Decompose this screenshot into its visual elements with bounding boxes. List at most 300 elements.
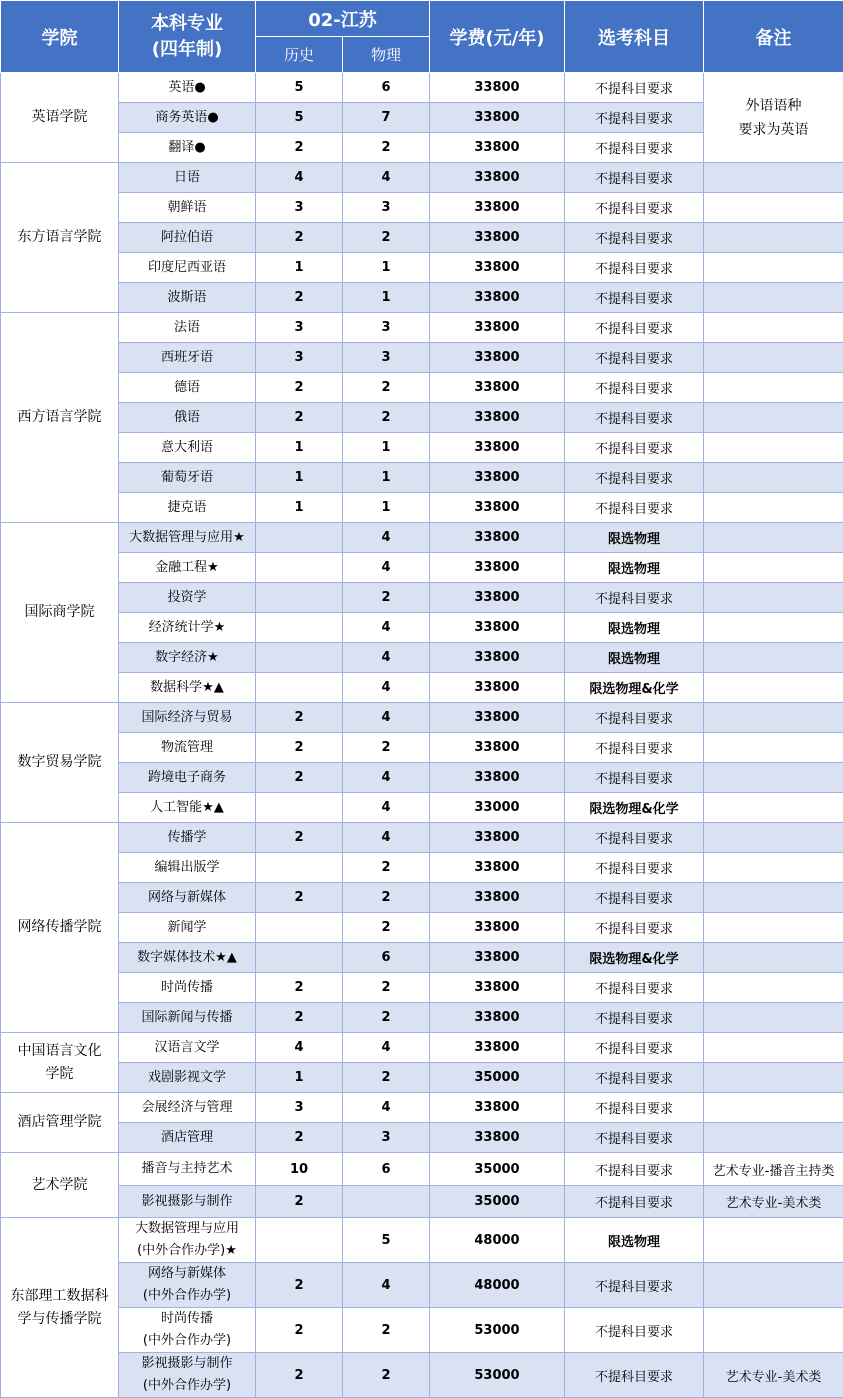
physics-count: 4 bbox=[343, 613, 430, 643]
physics-count: 4 bbox=[343, 1033, 430, 1063]
major-name bbox=[119, 1033, 256, 1063]
college-name-line: 英语学院 bbox=[1, 106, 118, 129]
physics-count: 4 bbox=[343, 763, 430, 793]
header-physics: 物理 bbox=[343, 37, 430, 73]
physics-count: 4 bbox=[343, 703, 430, 733]
history-count: 2 bbox=[256, 703, 343, 733]
tuition-fee: 33800 bbox=[430, 733, 565, 763]
major-name bbox=[119, 853, 256, 883]
physics-count: 4 bbox=[343, 553, 430, 583]
subject-requirement: 限选物理 bbox=[565, 613, 704, 643]
major-name bbox=[119, 943, 256, 973]
tuition-fee: 35000 bbox=[430, 1153, 565, 1186]
major-name bbox=[119, 823, 256, 853]
major-name-line: 经济统计学★ bbox=[119, 617, 255, 639]
table-row bbox=[1, 913, 843, 943]
major-name-line: 金融工程★ bbox=[119, 557, 255, 579]
subject-requirement: 不提科目要求 bbox=[565, 703, 704, 733]
tuition-fee: 33800 bbox=[430, 823, 565, 853]
header-major-line2: (四年制) bbox=[119, 37, 255, 63]
table-row bbox=[1, 1093, 843, 1123]
history-count: 2 bbox=[256, 1123, 343, 1153]
tuition-fee: 33800 bbox=[430, 1093, 565, 1123]
row-remark bbox=[704, 1263, 843, 1308]
major-name bbox=[119, 613, 256, 643]
major-name bbox=[119, 433, 256, 463]
history-count bbox=[256, 613, 343, 643]
major-name bbox=[119, 1218, 256, 1263]
major-name-line: 德语 bbox=[119, 377, 255, 399]
row-remark bbox=[704, 493, 843, 523]
header-college: 学院 bbox=[1, 1, 119, 73]
physics-count: 2 bbox=[343, 1003, 430, 1033]
major-name-line: 传播学 bbox=[119, 827, 255, 849]
tuition-fee: 33800 bbox=[430, 433, 565, 463]
history-count: 2 bbox=[256, 133, 343, 163]
subject-requirement: 不提科目要求 bbox=[565, 433, 704, 463]
major-name-line: 影视摄影与制作 bbox=[119, 1353, 255, 1375]
tuition-fee: 48000 bbox=[430, 1263, 565, 1308]
major-name bbox=[119, 163, 256, 193]
tuition-fee: 53000 bbox=[430, 1353, 565, 1398]
history-count: 2 bbox=[256, 1353, 343, 1398]
subject-requirement: 不提科目要求 bbox=[565, 283, 704, 313]
college-name bbox=[1, 313, 119, 523]
subject-requirement: 不提科目要求 bbox=[565, 193, 704, 223]
history-count bbox=[256, 553, 343, 583]
tuition-fee: 33000 bbox=[430, 793, 565, 823]
major-name bbox=[119, 673, 256, 703]
major-name-line: (中外合作办学) bbox=[119, 1285, 255, 1307]
subject-requirement: 不提科目要求 bbox=[565, 313, 704, 343]
tuition-fee: 33800 bbox=[430, 73, 565, 103]
tuition-fee: 33800 bbox=[430, 643, 565, 673]
major-name bbox=[119, 253, 256, 283]
major-name-line: 物流管理 bbox=[119, 737, 255, 759]
history-count: 2 bbox=[256, 763, 343, 793]
major-name-line: 英语● bbox=[119, 77, 255, 99]
physics-count: 1 bbox=[343, 253, 430, 283]
subject-requirement: 不提科目要求 bbox=[565, 1308, 704, 1353]
history-count: 4 bbox=[256, 163, 343, 193]
table-row bbox=[1, 283, 843, 313]
history-count bbox=[256, 583, 343, 613]
physics-count: 2 bbox=[343, 883, 430, 913]
tuition-fee: 33800 bbox=[430, 853, 565, 883]
row-remark bbox=[704, 583, 843, 613]
major-name-line: 网络与新媒体 bbox=[119, 887, 255, 909]
college-name bbox=[1, 1218, 119, 1398]
major-name-line: 会展经济与管理 bbox=[119, 1097, 255, 1119]
history-count: 5 bbox=[256, 103, 343, 133]
major-name bbox=[119, 1153, 256, 1186]
major-name-line: 人工智能★▲ bbox=[119, 797, 255, 819]
major-name bbox=[119, 583, 256, 613]
major-name-line: 数据科学★▲ bbox=[119, 677, 255, 699]
college-name-line: 中国语言文化 bbox=[1, 1040, 118, 1063]
tuition-fee: 33800 bbox=[430, 583, 565, 613]
table-row bbox=[1, 973, 843, 1003]
major-name-line: 投资学 bbox=[119, 587, 255, 609]
table-row bbox=[1, 703, 843, 733]
major-name-line: 翻译● bbox=[119, 137, 255, 159]
physics-count: 2 bbox=[343, 133, 430, 163]
history-count: 3 bbox=[256, 313, 343, 343]
row-remark bbox=[704, 193, 843, 223]
physics-count: 2 bbox=[343, 403, 430, 433]
row-remark bbox=[704, 733, 843, 763]
row-remark bbox=[704, 1063, 843, 1093]
college-name-line: 数字贸易学院 bbox=[1, 751, 118, 774]
subject-requirement: 不提科目要求 bbox=[565, 823, 704, 853]
table-row bbox=[1, 613, 843, 643]
row-remark bbox=[704, 1308, 843, 1353]
subject-requirement: 不提科目要求 bbox=[565, 253, 704, 283]
major-name bbox=[119, 733, 256, 763]
subject-requirement: 不提科目要求 bbox=[565, 373, 704, 403]
physics-count: 2 bbox=[343, 223, 430, 253]
subject-requirement: 限选物理 bbox=[565, 1218, 704, 1263]
table-row bbox=[1, 313, 843, 343]
row-remark: 艺术专业-播音主持类 bbox=[704, 1153, 843, 1186]
major-name-line: 编辑出版学 bbox=[119, 857, 255, 879]
college-name-line: 国际商学院 bbox=[1, 601, 118, 624]
row-remark bbox=[704, 943, 843, 973]
history-count: 1 bbox=[256, 253, 343, 283]
table-row bbox=[1, 433, 843, 463]
college-remark-line: 要求为英语 bbox=[704, 118, 843, 142]
physics-count: 3 bbox=[343, 313, 430, 343]
physics-count: 1 bbox=[343, 493, 430, 523]
college-remark bbox=[704, 73, 843, 163]
row-remark bbox=[704, 973, 843, 1003]
tuition-fee: 33800 bbox=[430, 913, 565, 943]
subject-requirement: 限选物理 bbox=[565, 553, 704, 583]
tuition-fee: 33800 bbox=[430, 223, 565, 253]
college-remark-line: 外语语种 bbox=[704, 94, 843, 118]
row-remark bbox=[704, 1093, 843, 1123]
row-remark bbox=[704, 823, 843, 853]
major-name bbox=[119, 793, 256, 823]
physics-count: 2 bbox=[343, 853, 430, 883]
major-name-line: 国际经济与贸易 bbox=[119, 707, 255, 729]
table-row bbox=[1, 253, 843, 283]
physics-count: 4 bbox=[343, 793, 430, 823]
physics-count: 4 bbox=[343, 1093, 430, 1123]
row-remark bbox=[704, 343, 843, 373]
row-remark bbox=[704, 1218, 843, 1263]
history-count bbox=[256, 943, 343, 973]
physics-count: 3 bbox=[343, 343, 430, 373]
subject-requirement: 不提科目要求 bbox=[565, 133, 704, 163]
subject-requirement: 不提科目要求 bbox=[565, 1033, 704, 1063]
table-row bbox=[1, 1308, 843, 1353]
major-name bbox=[119, 1353, 256, 1398]
college-name bbox=[1, 163, 119, 313]
header-major-line1: 本科专业 bbox=[119, 11, 255, 37]
tuition-fee: 48000 bbox=[430, 1218, 565, 1263]
history-count: 1 bbox=[256, 433, 343, 463]
row-remark bbox=[704, 1033, 843, 1063]
row-remark bbox=[704, 793, 843, 823]
subject-requirement: 不提科目要求 bbox=[565, 493, 704, 523]
major-name-line: 葡萄牙语 bbox=[119, 467, 255, 489]
table-row bbox=[1, 373, 843, 403]
major-name bbox=[119, 1093, 256, 1123]
table-row bbox=[1, 763, 843, 793]
major-name-line: 数字媒体技术★▲ bbox=[119, 947, 255, 969]
major-name-line: 影视摄影与制作 bbox=[119, 1191, 255, 1213]
major-name-line: 阿拉伯语 bbox=[119, 227, 255, 249]
subject-requirement: 限选物理&化学 bbox=[565, 673, 704, 703]
tuition-fee: 33800 bbox=[430, 343, 565, 373]
row-remark bbox=[704, 1123, 843, 1153]
table-row bbox=[1, 463, 843, 493]
row-remark bbox=[704, 553, 843, 583]
row-remark bbox=[704, 283, 843, 313]
row-remark bbox=[704, 673, 843, 703]
subject-requirement: 不提科目要求 bbox=[565, 853, 704, 883]
history-count: 3 bbox=[256, 193, 343, 223]
table-row bbox=[1, 1263, 843, 1308]
college-name-line: 学院 bbox=[1, 1063, 118, 1086]
row-remark bbox=[704, 763, 843, 793]
header-major bbox=[119, 1, 256, 73]
college-name-line: 艺术学院 bbox=[1, 1174, 118, 1197]
table-row bbox=[1, 523, 843, 553]
table-row bbox=[1, 823, 843, 853]
physics-count: 3 bbox=[343, 193, 430, 223]
tuition-fee: 33800 bbox=[430, 613, 565, 643]
major-name-line: 商务英语● bbox=[119, 107, 255, 129]
row-remark bbox=[704, 613, 843, 643]
subject-requirement: 不提科目要求 bbox=[565, 1353, 704, 1398]
physics-count: 4 bbox=[343, 673, 430, 703]
subject-requirement: 不提科目要求 bbox=[565, 403, 704, 433]
table-body bbox=[1, 73, 843, 1398]
tuition-fee: 33800 bbox=[430, 103, 565, 133]
major-name bbox=[119, 493, 256, 523]
row-remark bbox=[704, 703, 843, 733]
physics-count: 4 bbox=[343, 1263, 430, 1308]
history-count: 2 bbox=[256, 223, 343, 253]
subject-requirement: 限选物理 bbox=[565, 643, 704, 673]
major-name bbox=[119, 283, 256, 313]
history-count bbox=[256, 643, 343, 673]
major-name-line: (中外合作办学)★ bbox=[119, 1240, 255, 1262]
major-name bbox=[119, 523, 256, 553]
row-remark bbox=[704, 403, 843, 433]
history-count: 3 bbox=[256, 343, 343, 373]
tuition-fee: 53000 bbox=[430, 1308, 565, 1353]
physics-count: 6 bbox=[343, 1153, 430, 1186]
tuition-fee: 33800 bbox=[430, 463, 565, 493]
history-count: 2 bbox=[256, 1263, 343, 1308]
tuition-fee: 33800 bbox=[430, 403, 565, 433]
table-row bbox=[1, 643, 843, 673]
college-name bbox=[1, 1153, 119, 1218]
subject-requirement: 不提科目要求 bbox=[565, 913, 704, 943]
table-row bbox=[1, 163, 843, 193]
table-row bbox=[1, 1153, 843, 1186]
major-name-line: 捷克语 bbox=[119, 497, 255, 519]
college-name bbox=[1, 523, 119, 703]
tuition-fee: 33800 bbox=[430, 283, 565, 313]
table-row bbox=[1, 73, 843, 103]
row-remark bbox=[704, 883, 843, 913]
college-name-line: 学与传播学院 bbox=[1, 1308, 118, 1331]
physics-count: 2 bbox=[343, 1353, 430, 1398]
major-name-line: 大数据管理与应用 bbox=[119, 1218, 255, 1240]
subject-requirement: 不提科目要求 bbox=[565, 763, 704, 793]
table-row bbox=[1, 793, 843, 823]
physics-count: 4 bbox=[343, 523, 430, 553]
subject-requirement: 不提科目要求 bbox=[565, 73, 704, 103]
major-name-line: (中外合作办学) bbox=[119, 1375, 255, 1397]
major-name-line: 新闻学 bbox=[119, 917, 255, 939]
subject-requirement: 不提科目要求 bbox=[565, 973, 704, 1003]
subject-requirement: 不提科目要求 bbox=[565, 1123, 704, 1153]
header-subjects: 选考科目 bbox=[565, 1, 704, 73]
tuition-fee: 33800 bbox=[430, 373, 565, 403]
tuition-fee: 35000 bbox=[430, 1186, 565, 1218]
tuition-fee: 35000 bbox=[430, 1063, 565, 1093]
tuition-fee: 33800 bbox=[430, 703, 565, 733]
major-name bbox=[119, 643, 256, 673]
history-count bbox=[256, 523, 343, 553]
history-count: 2 bbox=[256, 823, 343, 853]
major-name-line: 西班牙语 bbox=[119, 347, 255, 369]
row-remark: 艺术专业-美术类 bbox=[704, 1186, 843, 1218]
physics-count: 4 bbox=[343, 643, 430, 673]
major-name bbox=[119, 553, 256, 583]
header-fee: 学费(元/年) bbox=[430, 1, 565, 73]
row-remark bbox=[704, 373, 843, 403]
subject-requirement: 不提科目要求 bbox=[565, 1003, 704, 1033]
subject-requirement: 不提科目要求 bbox=[565, 883, 704, 913]
tuition-fee: 33800 bbox=[430, 883, 565, 913]
physics-count: 2 bbox=[343, 583, 430, 613]
history-count: 2 bbox=[256, 1003, 343, 1033]
history-count: 2 bbox=[256, 1308, 343, 1353]
tuition-fee: 33800 bbox=[430, 1123, 565, 1153]
physics-count bbox=[343, 1186, 430, 1218]
major-name-line: 日语 bbox=[119, 167, 255, 189]
tuition-fee: 33800 bbox=[430, 763, 565, 793]
tuition-fee: 33800 bbox=[430, 973, 565, 1003]
history-count: 3 bbox=[256, 1093, 343, 1123]
row-remark: 艺术专业-美术类 bbox=[704, 1353, 843, 1398]
table-row bbox=[1, 403, 843, 433]
major-name bbox=[119, 193, 256, 223]
history-count: 2 bbox=[256, 973, 343, 1003]
tuition-fee: 33800 bbox=[430, 1003, 565, 1033]
major-name-line: 大数据管理与应用★ bbox=[119, 527, 255, 549]
row-remark bbox=[704, 163, 843, 193]
row-remark bbox=[704, 253, 843, 283]
major-name-line: 意大利语 bbox=[119, 437, 255, 459]
college-name bbox=[1, 823, 119, 1033]
major-name bbox=[119, 103, 256, 133]
history-count: 2 bbox=[256, 733, 343, 763]
table-row bbox=[1, 1353, 843, 1398]
table-row bbox=[1, 883, 843, 913]
table-row bbox=[1, 583, 843, 613]
major-name bbox=[119, 73, 256, 103]
physics-count: 5 bbox=[343, 1218, 430, 1263]
history-count bbox=[256, 793, 343, 823]
major-name bbox=[119, 1123, 256, 1153]
college-name-line: 酒店管理学院 bbox=[1, 1111, 118, 1134]
row-remark bbox=[704, 463, 843, 493]
tuition-fee: 33800 bbox=[430, 313, 565, 343]
subject-requirement: 不提科目要求 bbox=[565, 463, 704, 493]
physics-count: 2 bbox=[343, 1063, 430, 1093]
header-history: 历史 bbox=[256, 37, 343, 73]
table-row bbox=[1, 853, 843, 883]
history-count: 2 bbox=[256, 403, 343, 433]
history-count bbox=[256, 853, 343, 883]
subject-requirement: 不提科目要求 bbox=[565, 1186, 704, 1218]
physics-count: 2 bbox=[343, 373, 430, 403]
subject-requirement: 限选物理&化学 bbox=[565, 943, 704, 973]
major-name-line: 播音与主持艺术 bbox=[119, 1158, 255, 1180]
tuition-fee: 33800 bbox=[430, 943, 565, 973]
history-count: 2 bbox=[256, 283, 343, 313]
major-name bbox=[119, 343, 256, 373]
major-name bbox=[119, 313, 256, 343]
college-name bbox=[1, 1093, 119, 1153]
major-name-line: 法语 bbox=[119, 317, 255, 339]
table-row bbox=[1, 493, 843, 523]
college-name-line: 网络传播学院 bbox=[1, 916, 118, 939]
college-name-line: 西方语言学院 bbox=[1, 406, 118, 429]
subject-requirement: 限选物理 bbox=[565, 523, 704, 553]
physics-count: 4 bbox=[343, 823, 430, 853]
subject-requirement: 不提科目要求 bbox=[565, 1263, 704, 1308]
row-remark bbox=[704, 433, 843, 463]
history-count bbox=[256, 673, 343, 703]
table-row bbox=[1, 223, 843, 253]
college-name bbox=[1, 1033, 119, 1093]
major-name bbox=[119, 373, 256, 403]
major-name-line: (中外合作办学) bbox=[119, 1330, 255, 1352]
major-name bbox=[119, 973, 256, 1003]
row-remark bbox=[704, 913, 843, 943]
subject-requirement: 不提科目要求 bbox=[565, 583, 704, 613]
history-count: 5 bbox=[256, 73, 343, 103]
row-remark bbox=[704, 1003, 843, 1033]
major-name-line: 酒店管理 bbox=[119, 1127, 255, 1149]
major-name bbox=[119, 1186, 256, 1218]
subject-requirement: 不提科目要求 bbox=[565, 1153, 704, 1186]
row-remark bbox=[704, 853, 843, 883]
table-row bbox=[1, 553, 843, 583]
table-row bbox=[1, 1063, 843, 1093]
history-count: 10 bbox=[256, 1153, 343, 1186]
table-row bbox=[1, 1218, 843, 1263]
table-row bbox=[1, 1186, 843, 1218]
row-remark bbox=[704, 313, 843, 343]
physics-count: 3 bbox=[343, 1123, 430, 1153]
subject-requirement: 限选物理&化学 bbox=[565, 793, 704, 823]
history-count bbox=[256, 913, 343, 943]
history-count: 1 bbox=[256, 1063, 343, 1093]
history-count: 1 bbox=[256, 463, 343, 493]
row-remark bbox=[704, 643, 843, 673]
subject-requirement: 不提科目要求 bbox=[565, 223, 704, 253]
history-count bbox=[256, 1218, 343, 1263]
